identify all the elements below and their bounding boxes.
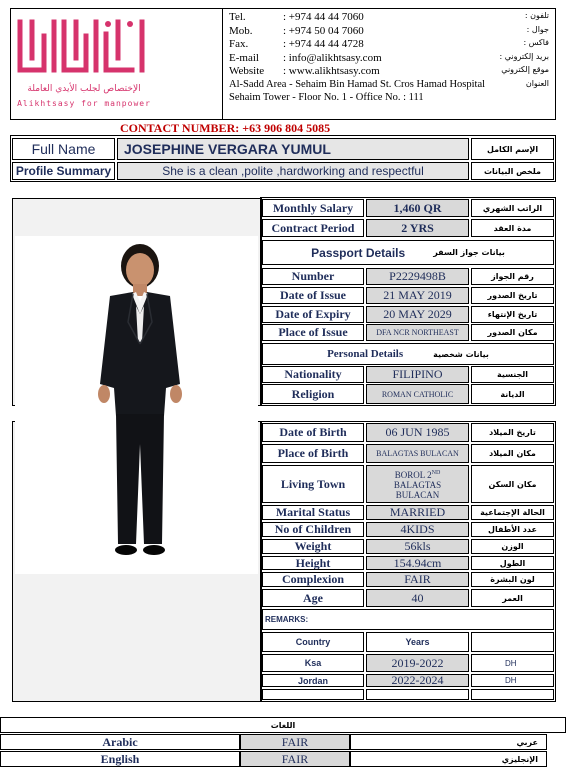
religion-label: Religion — [262, 384, 364, 404]
marital-status-label-ar: الحالة الإجتماعية — [471, 505, 554, 520]
marital-status-value: MARRIED — [366, 505, 469, 520]
fax-value: : +974 44 44 4728 — [283, 38, 364, 50]
contact-number: CONTACT NUMBER: +63 906 804 5085 — [120, 121, 331, 135]
place-of-birth-value: BALAGTAS BULACAN — [366, 444, 469, 463]
contract-period-label-ar: مدة العقد — [471, 219, 554, 237]
date-of-issue-label: Date of Issue — [262, 287, 364, 304]
age-value: 40 — [366, 589, 469, 607]
language-arabic-name: Arabic — [0, 734, 240, 750]
language-arabic-name-ar: عربي — [350, 734, 547, 750]
logo-arabic-text: الإختصاص لجلب الأيدي العاملة — [27, 84, 141, 94]
remarks-row-1-years: 2019-2022 — [366, 654, 469, 672]
place-of-birth-label-ar: مكان الميلاد — [471, 444, 554, 463]
nationality-label: Nationality — [262, 366, 364, 383]
language-english-level: FAIR — [240, 751, 350, 767]
marital-status-label: Marital Status — [262, 505, 364, 520]
complexion-value: FAIR — [366, 572, 469, 587]
nationality-label-ar: الجنسية — [471, 366, 554, 383]
living-town-label-ar: مكان السكن — [471, 465, 554, 503]
full-name-label-ar: الإسم الكامل — [471, 138, 554, 160]
complexion-label: Complexion — [262, 572, 364, 587]
logo-english-text: Alikhtsasy for manpower — [17, 99, 151, 108]
tel-label-ar: تلفون : — [524, 11, 549, 20]
profile-summary-label: Profile Summary — [12, 162, 115, 180]
candidate-photo — [80, 244, 200, 566]
height-label-ar: الطول — [471, 556, 554, 570]
company-logo — [14, 14, 154, 114]
living-town-value — [366, 465, 469, 503]
profile-summary-label-ar: ملخص البيانات — [471, 162, 554, 180]
fax-label-ar: فاكس : — [523, 38, 549, 47]
religion-label-ar: الديانة — [471, 384, 554, 404]
monthly-salary-label-ar: الراتب الشهري — [471, 199, 554, 217]
height-label: Height — [262, 556, 364, 570]
fax-label: Fax. — [229, 38, 249, 50]
remarks-empty-country — [262, 689, 364, 700]
remarks-row-2-country: Jordan — [262, 674, 364, 687]
date-of-birth-value: 06 JUN 1985 — [366, 423, 469, 442]
passport-number-label-ar: رقم الجواز — [471, 268, 554, 285]
profile-summary-value: She is a clean ,polite ,hardworking and respectful — [117, 162, 469, 180]
address-line-2: Sehaim Tower - Floor No. 1 - Office No. : 111 — [229, 92, 424, 103]
address-label-ar: العنوان — [525, 79, 549, 88]
remarks-years-header: Years — [366, 632, 469, 652]
personal-section-title: Personal Details — [327, 348, 404, 360]
date-of-issue-label-ar: تاريخ الصدور — [471, 287, 554, 304]
remarks-row-1-country: Ksa — [262, 654, 364, 672]
remarks-label: REMARKS: — [262, 609, 554, 630]
tel-value: : +974 44 44 7060 — [283, 11, 364, 23]
email-label-ar: بريد إلكتروني : — [499, 52, 549, 61]
personal-section-title-ar: بيانات شخصية — [433, 349, 489, 359]
language-arabic-level: FAIR — [240, 734, 350, 750]
remarks-row-1-note: DH — [471, 654, 554, 672]
date-of-expiry-label-ar: تاريخ الإنتهاء — [471, 306, 554, 323]
full-name-label: Full Name — [12, 138, 115, 160]
personal-section-header — [262, 343, 554, 365]
living-town-superscript: ND — [431, 470, 441, 476]
mob-label: Mob. — [229, 25, 253, 37]
remarks-empty-years — [366, 689, 469, 700]
address-line-1: Al-Sadd Area - Sehaim Bin Hamad St. Cros Hamad Hospital — [229, 79, 486, 90]
living-town-label: Living Town — [262, 465, 364, 503]
weight-label: Weight — [262, 539, 364, 554]
remarks-empty-note — [471, 689, 554, 700]
contract-period-value: 2 YRS — [366, 219, 469, 237]
full-name-value: JOSEPHINE VERGARA YUMUL — [117, 138, 469, 160]
email-value[interactable]: : info@alikhtsasy.com — [283, 52, 382, 64]
weight-label-ar: الوزن — [471, 539, 554, 554]
age-label: Age — [262, 589, 364, 607]
place-of-issue-label: Place of Issue — [262, 324, 364, 341]
living-town-line-2: BALAGTAS — [393, 480, 442, 490]
languages-title-ar: اللغات — [0, 717, 566, 733]
passport-section-title-ar: بيانات جواز السفر — [433, 248, 505, 257]
header-divider — [222, 8, 223, 120]
complexion-label-ar: لون البشرة — [471, 572, 554, 587]
children-label-ar: عدد الأطفال — [471, 522, 554, 537]
living-town-line-1: BOROL 2ND — [394, 470, 441, 480]
age-label-ar: العمر — [471, 589, 554, 607]
religion-value: ROMAN CATHOLIC — [366, 384, 469, 404]
nationality-value: FILIPINO — [366, 366, 469, 383]
monthly-salary-value: 1,460 QR — [366, 199, 469, 217]
date-of-birth-label: Date of Birth — [262, 423, 364, 442]
website-label: Website — [229, 65, 265, 77]
contract-period-label: Contract Period — [262, 219, 364, 237]
living-town-line-3: BULACAN — [395, 490, 440, 500]
passport-number-label: Number — [262, 268, 364, 285]
weight-value: 56kls — [366, 539, 469, 554]
passport-section-header — [262, 240, 554, 265]
remarks-row-2-years: 2022-2024 — [366, 674, 469, 687]
tel-label: Tel. — [229, 11, 246, 23]
date-of-expiry-label: Date of Expiry — [262, 306, 364, 323]
website-value[interactable]: : www.alikhtsasy.com — [283, 65, 380, 77]
passport-section-title: Passport Details — [311, 245, 406, 260]
logo-graphic-icon — [14, 14, 154, 82]
date-of-expiry-value: 20 MAY 2029 — [366, 306, 469, 323]
place-of-birth-label: Place of Birth — [262, 444, 364, 463]
date-of-issue-value: 21 MAY 2019 — [366, 287, 469, 304]
email-label: E-mail — [229, 52, 259, 64]
height-value: 154.94cm — [366, 556, 469, 570]
language-english-name-ar: الإنجليزي — [350, 751, 547, 767]
mob-label-ar: جوال : — [526, 25, 549, 34]
remarks-blank-header — [471, 632, 554, 652]
children-value: 4KIDS — [366, 522, 469, 537]
place-of-issue-label-ar: مكان الصدور — [471, 324, 554, 341]
monthly-salary-label: Monthly Salary — [262, 199, 364, 217]
passport-number-value: P2229498B — [366, 268, 469, 285]
website-label-ar: موقع إلكتروني — [501, 65, 549, 74]
place-of-issue-value: DFA NCR NORTHEAST — [366, 324, 469, 341]
remarks-row-2-note: DH — [471, 674, 554, 687]
remarks-country-header: Country — [262, 632, 364, 652]
date-of-birth-label-ar: تاريخ الميلاد — [471, 423, 554, 442]
mob-value: : +974 50 04 7060 — [283, 25, 364, 37]
children-label: No of Children — [262, 522, 364, 537]
language-english-name: English — [0, 751, 240, 767]
